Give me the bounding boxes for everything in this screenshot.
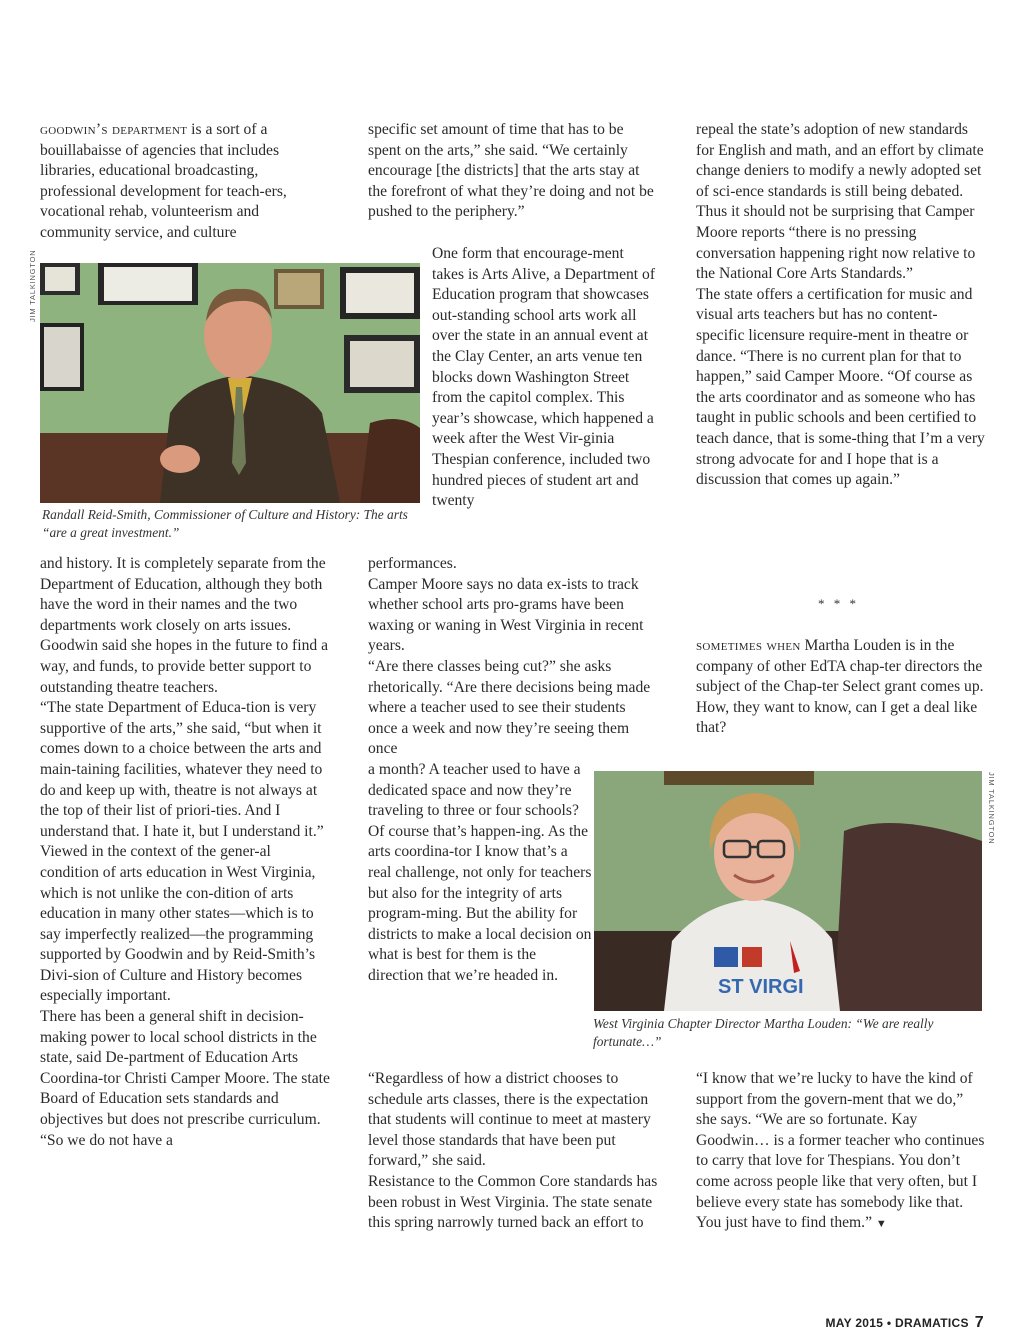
section-lead-in-2: sometimes when	[696, 637, 801, 654]
column-3-bottom	[696, 1069, 986, 1235]
section-lead-in: goodwin’s department	[40, 121, 188, 138]
photo-credit-1: JIM TALKINGTON	[28, 249, 37, 322]
photo-credit-2: JIM TALKINGTON	[987, 772, 996, 845]
reid-smith-portrait	[40, 263, 420, 503]
column-2-wrap-around-photo-2: a month? A teacher used to have a dedicated space and now they’re traveling to three or four schools? Of course that’s happen-ing. As the arts coordina-tor I know that’s a real challenge, not only for teachers but also for the integrity of arts program-ming. But the ability for districts to make a local decision on what is best for them is the direction that we’re headed in.	[368, 761, 592, 984]
column-3-top: repeal the state’s adoption of new standards for English and math, and an effort by climate change deniers to modify a newly adopted set of sci-ence standards is still being debated. Thus it should not be surprising that Camper Moore reports “there is no pressing conversation happening right now relative to the National Core Arts Standards.” The state offers a certification for music and visual arts teachers but has no content-specific licensure require-ment in theatre or dance. “There is no current plan for that to happen,” said Camper Moore. “Of course as the arts coordinator and as someone who has taught in public schools and been certified to teach dance, that is some-thing that I’m a very strong advocate for and I hope that is a discussion that comes up again.”	[696, 121, 985, 489]
column-2-wrap-around-photo-1: One form that encourage-ment takes is Arts Alive, a Department of Education program that showcases out-standing school arts work all over the state in an annual event at the Clay Center, an arts venue ten blocks down Washington Street from the capitol complex. This year’s showcase, which happened a week after the West Vir-ginia Thespian conference, included two hundred pieces of student art and twenty	[432, 245, 656, 510]
photo-reid-smith	[40, 263, 420, 503]
column-3-middle	[696, 636, 986, 739]
section-separator: * * *	[818, 596, 859, 611]
page-footer	[825, 1314, 984, 1332]
end-of-story-mark: ▼	[875, 1218, 887, 1231]
photo-louden	[594, 771, 982, 1011]
issue-label: MAY 2015 • DRAMATICS	[825, 1316, 969, 1330]
shirt-lettering: ST VIRGI	[718, 976, 804, 998]
column-2-top: specific set amount of time that has to be spent on the arts,” she said. “We certainly encourage [the districts] that the arts stay at the forefront of what they’re doing and not be pushed to the periphery.”	[368, 121, 654, 221]
photo-caption-1: Randall Reid-Smith, Commissioner of Culture and History: The arts “are a great investment.”	[42, 507, 408, 540]
photo-caption-2: West Virginia Chapter Director Martha Louden: “We are really fortunate…”	[593, 1016, 934, 1049]
page-number: 7	[974, 1314, 984, 1331]
louden-portrait	[594, 771, 982, 1011]
column-3-bottom-text: “I know that we’re lucky to have the kind of support from the govern-ment that we do,” she says. “We are so fortunate. Kay Goodwin… is a former teacher who continues to carry that love for Thespians. You don’t come across people like that very often, but I believe every state has somebody like that. You just have to find them.”	[696, 1070, 985, 1232]
column-2-middle: performances. Camper Moore says no data ex-ists to track whether school arts pro-grams have been waxing or waning in West Virginia in recent years. “Are there classes being cut?” she asks rhetorically. “Are there decisions being made where a teacher used to see their students once a week and now they’re seeing them once	[368, 555, 651, 758]
column-1-top-text: is a sort of a bouillabaisse of agencies that includes libraries, educational broadcasting, professional development for teach-ers, vocational rehab, volunteerism and community service, and culture	[40, 121, 287, 241]
column-1-bottom: and history. It is completely separate from the Department of Education, although they both have the word in their names and the two departments work closely on arts issues. Goodwin said she hopes in the future to find a way, and funds, to provide better support to outstanding theatre teachers. “The state Department of Educa-tion is very supportive of the arts,” she said, “but when it comes down to a choice between the arts and main-taining facilities, whatever they need to do and keep up with, theatre is not always at the top of their list of priori-ties. And I understand that. I hate it, but I understand it.” Viewed in the context of the gener-al condition of arts education in West Virginia, which is not unlike the con-dition of arts education in many other states—which is to say imperfectly realized—the programming supported by Goodwin and by Reid-Smith’s Divi-sion of Culture and History becomes especially important. There has been a general shift in decision-making power to local school districts in the state, said De-partment of Education Arts Coordina-tor Christi Camper Moore. The state Board of Education sets standards and objectives but does not prescribe curriculum. “So we do not have a	[40, 555, 330, 1149]
column-2-bottom: “Regardless of how a district chooses to schedule arts classes, there is the expectation that students will continue to meet at mastery level those standards that have been put forward,” she said. Resistance to the Common Core standards has been robust in West Virginia. The state senate this spring narrowly turned back an effort to	[368, 1070, 658, 1232]
column-1-top	[40, 120, 330, 244]
column-3-middle-text: Martha Louden is in the company of other EdTA chap-ter directors the subject of the Chap-ter Select grant comes up. How, they want to know, can I get a deal like that?	[696, 637, 984, 737]
